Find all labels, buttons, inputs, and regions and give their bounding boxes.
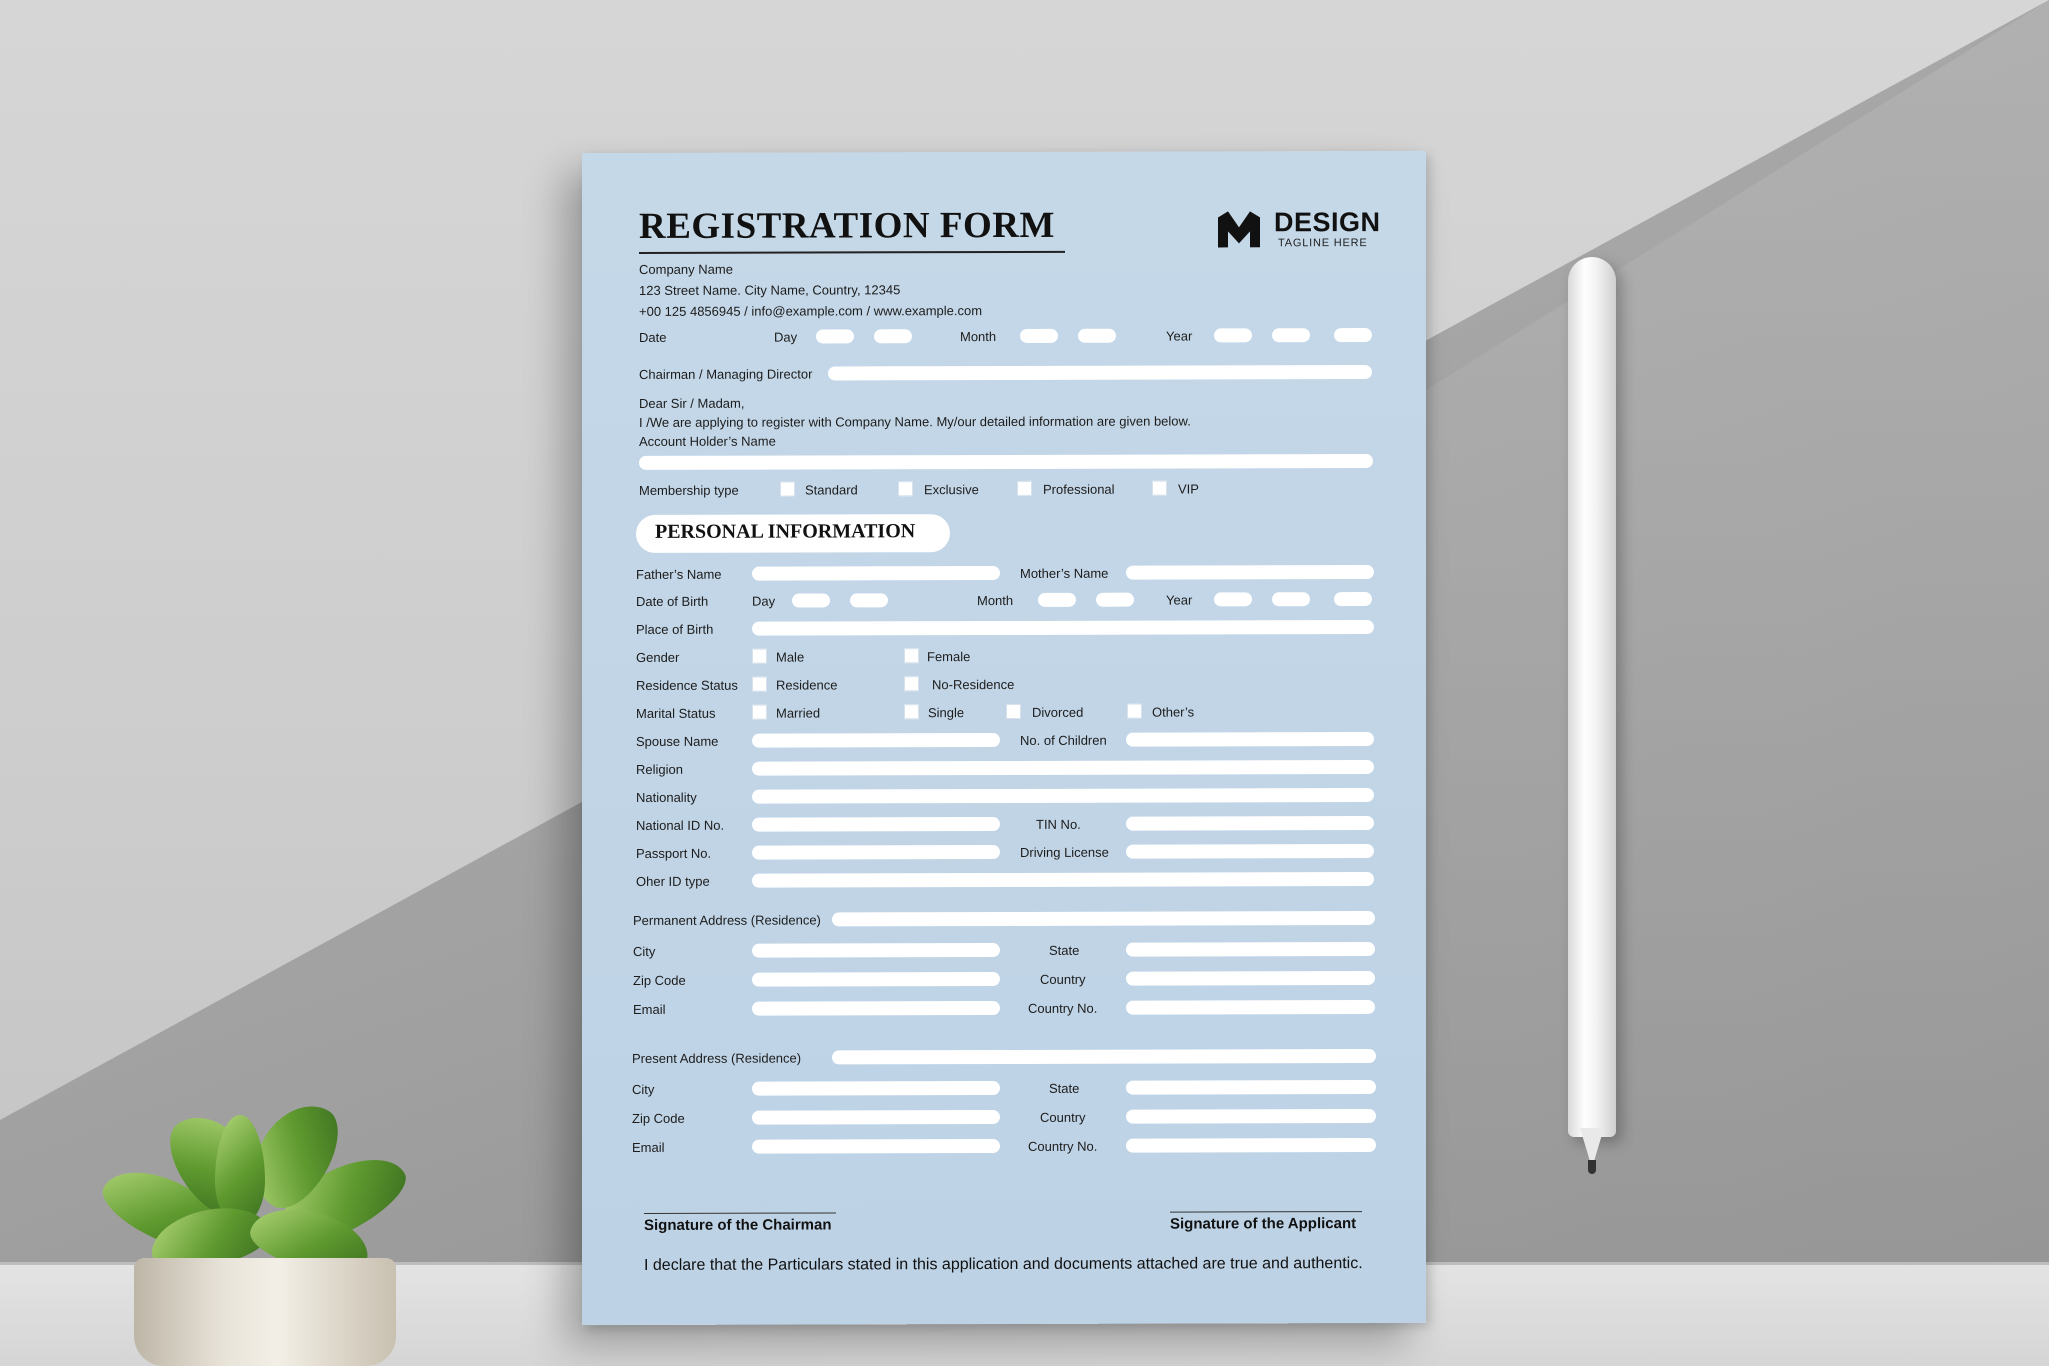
- mothers-name-label: Mother’s Name: [1020, 565, 1109, 581]
- declaration-text: I declare that the Particulars stated in this application and documents attached are true and authentic.: [644, 1255, 1363, 1274]
- national-id-label: National ID No.: [636, 817, 725, 833]
- others-label: Other’s: [1152, 704, 1195, 720]
- dob-year-field-2[interactable]: [1272, 592, 1310, 606]
- pres-country-no-field[interactable]: [1126, 1138, 1376, 1153]
- dob-year-label: Year: [1166, 592, 1193, 608]
- gender-male-label: Male: [776, 649, 805, 665]
- perm-state-field[interactable]: [1126, 942, 1375, 957]
- date-year-field-1[interactable]: [1214, 328, 1252, 342]
- divorced-checkbox[interactable]: [1006, 704, 1021, 719]
- perm-email-label: Email: [633, 1001, 666, 1017]
- divorced-label: Divorced: [1032, 704, 1084, 720]
- stylus-nib: [1588, 1160, 1596, 1174]
- perm-country-field[interactable]: [1126, 971, 1375, 986]
- passport-label: Passport No.: [636, 845, 712, 861]
- other-id-field[interactable]: [752, 872, 1374, 888]
- tin-label: TIN No.: [1036, 816, 1081, 832]
- perm-country-no-field[interactable]: [1126, 1000, 1375, 1015]
- chairman-signature-line: [644, 1212, 836, 1214]
- stylus-pen: [1568, 257, 1616, 1137]
- membership-label: Membership type: [639, 482, 739, 498]
- pres-country-field[interactable]: [1126, 1109, 1376, 1124]
- perm-city-field[interactable]: [752, 943, 1000, 958]
- title-underline: [639, 251, 1065, 254]
- date-day-field-2[interactable]: [874, 329, 912, 343]
- married-checkbox[interactable]: [752, 705, 767, 720]
- membership-exclusive-label: Exclusive: [924, 482, 979, 498]
- single-checkbox[interactable]: [904, 704, 919, 719]
- dob-month-label: Month: [977, 592, 1014, 609]
- place-of-birth-label: Place of Birth: [636, 621, 714, 637]
- applicant-signature-label: Signature of the Applicant: [1170, 1215, 1357, 1233]
- gender-female-checkbox[interactable]: [904, 648, 919, 663]
- perm-country-label: Country: [1040, 971, 1086, 987]
- dob-year-field-3[interactable]: [1334, 592, 1372, 606]
- date-day-label: Day: [774, 329, 798, 345]
- spouse-name-field[interactable]: [752, 733, 1000, 748]
- no-residence-option-label: No-Residence: [932, 676, 1015, 693]
- pres-city-label: City: [632, 1081, 655, 1097]
- present-address-field[interactable]: [832, 1049, 1376, 1064]
- fathers-name-field[interactable]: [752, 566, 1000, 581]
- pres-zip-label: Zip Code: [632, 1110, 685, 1126]
- spouse-name-label: Spouse Name: [636, 733, 719, 749]
- pres-country-no-label: Country No.: [1028, 1138, 1098, 1154]
- company-contact: +00 125 4856945 / info@example.com / www.example.com: [639, 303, 983, 319]
- registration-form-sheet: [582, 151, 1426, 1325]
- national-id-field[interactable]: [752, 817, 1000, 832]
- gender-female-label: Female: [927, 649, 971, 665]
- date-month-field-2[interactable]: [1078, 329, 1116, 343]
- pres-email-label: Email: [632, 1139, 665, 1155]
- brand-logo-icon: [1218, 209, 1260, 247]
- permanent-address-field[interactable]: [832, 911, 1375, 926]
- date-year-label: Year: [1166, 328, 1193, 344]
- dob-day-field-1[interactable]: [792, 593, 830, 607]
- nationality-label: Nationality: [636, 789, 697, 805]
- chairman-signature-label: Signature of the Chairman: [644, 1216, 832, 1234]
- dob-label: Date of Birth: [636, 593, 709, 609]
- dob-year-field-1[interactable]: [1214, 592, 1252, 606]
- company-name: Company Name: [639, 261, 733, 277]
- brand-name: DESIGN: [1274, 207, 1381, 238]
- perm-state-label: State: [1049, 942, 1080, 958]
- fathers-name-label: Father’s Name: [636, 566, 722, 582]
- others-checkbox[interactable]: [1127, 704, 1142, 719]
- perm-zip-field[interactable]: [752, 972, 1000, 987]
- other-id-label: Oher ID type: [636, 873, 710, 889]
- mothers-name-field[interactable]: [1126, 565, 1374, 580]
- gender-label: Gender: [636, 649, 680, 665]
- date-month-label: Month: [960, 329, 997, 345]
- dob-month-field-2[interactable]: [1096, 593, 1134, 607]
- date-year-field-3[interactable]: [1334, 328, 1372, 342]
- children-field[interactable]: [1126, 732, 1374, 747]
- account-holder-field[interactable]: [639, 454, 1373, 470]
- religion-label: Religion: [636, 761, 683, 777]
- membership-standard-checkbox[interactable]: [780, 482, 795, 497]
- pres-zip-field[interactable]: [752, 1110, 1000, 1125]
- membership-professional-checkbox[interactable]: [1017, 481, 1032, 496]
- perm-email-field[interactable]: [752, 1001, 1000, 1016]
- dob-day-field-2[interactable]: [850, 593, 888, 607]
- gender-male-checkbox[interactable]: [752, 649, 767, 664]
- chairman-field[interactable]: [828, 365, 1372, 380]
- residence-checkbox[interactable]: [752, 677, 767, 692]
- pres-city-field[interactable]: [752, 1081, 1000, 1096]
- present-address-label: Present Address (Residence): [632, 1050, 802, 1066]
- chairman-label: Chairman / Managing Director: [639, 366, 813, 382]
- account-holder-label: Account Holder’s Name: [639, 433, 776, 449]
- applicant-signature-line: [1170, 1211, 1362, 1213]
- plant-pot: [134, 1258, 396, 1366]
- form-title: REGISTRATION FORM: [639, 204, 1055, 247]
- perm-country-no-label: Country No.: [1028, 1000, 1098, 1016]
- pres-country-label: Country: [1040, 1109, 1086, 1125]
- residence-option-label: Residence: [776, 677, 838, 693]
- single-label: Single: [928, 705, 965, 721]
- membership-standard-label: Standard: [805, 482, 858, 498]
- date-label: Date: [639, 329, 667, 345]
- marital-status-label: Marital Status: [636, 705, 716, 721]
- perm-zip-label: Zip Code: [633, 972, 686, 988]
- driving-license-label: Driving License: [1020, 844, 1109, 860]
- dob-month-field-1[interactable]: [1038, 593, 1076, 607]
- date-day-field-1[interactable]: [816, 329, 854, 343]
- perm-city-label: City: [633, 943, 656, 959]
- membership-exclusive-checkbox[interactable]: [898, 481, 913, 496]
- membership-vip-label: VIP: [1178, 481, 1199, 497]
- pres-state-label: State: [1049, 1080, 1080, 1096]
- dob-day-label: Day: [752, 593, 776, 609]
- pres-state-field[interactable]: [1126, 1080, 1376, 1095]
- date-year-field-2[interactable]: [1272, 328, 1310, 342]
- company-address: 123 Street Name. City Name, Country, 12345: [639, 282, 901, 298]
- children-label: No. of Children: [1020, 732, 1107, 748]
- driving-license-field[interactable]: [1126, 844, 1374, 859]
- letter-body: I /We are applying to register with Company Name. My/our detailed information are given below.: [639, 413, 1191, 430]
- membership-professional-label: Professional: [1043, 481, 1115, 497]
- salutation: Dear Sir / Madam,: [639, 395, 745, 411]
- place-of-birth-field[interactable]: [752, 620, 1374, 636]
- no-residence-checkbox[interactable]: [904, 676, 919, 691]
- tin-field[interactable]: [1126, 816, 1374, 831]
- married-label: Married: [776, 705, 821, 721]
- pres-email-field[interactable]: [752, 1139, 1000, 1154]
- brand-tagline: TAGLINE HERE: [1278, 237, 1368, 250]
- nationality-field[interactable]: [752, 788, 1374, 804]
- residence-status-label: Residence Status: [636, 677, 738, 693]
- permanent-address-label: Permanent Address (Residence): [633, 912, 821, 928]
- membership-vip-checkbox[interactable]: [1152, 481, 1167, 496]
- religion-field[interactable]: [752, 760, 1374, 776]
- passport-field[interactable]: [752, 845, 1000, 860]
- personal-info-title: PERSONAL INFORMATION: [655, 520, 916, 543]
- date-month-field-1[interactable]: [1020, 329, 1058, 343]
